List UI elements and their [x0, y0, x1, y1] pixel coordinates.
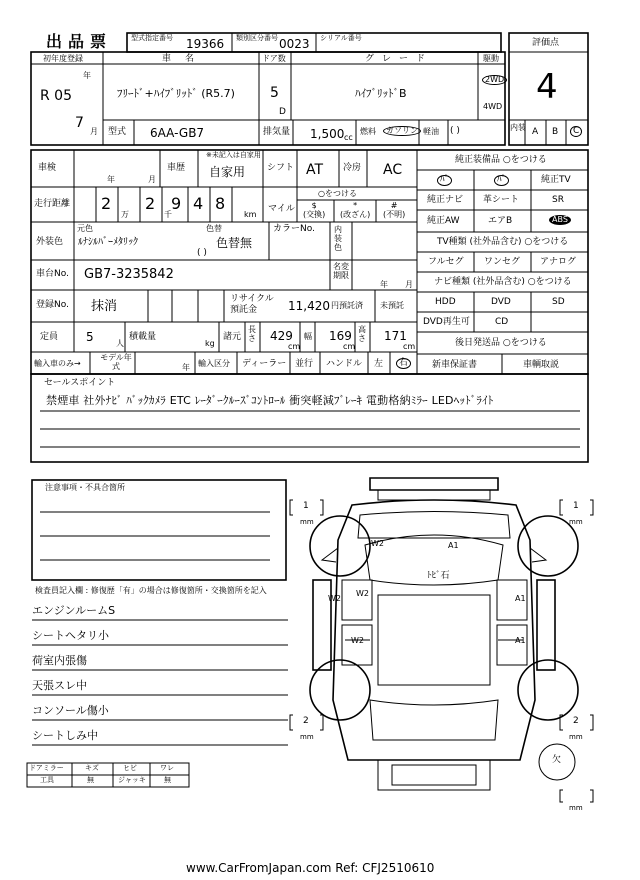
mileage-digit-2: 2 — [145, 194, 156, 213]
shift-value: AT — [306, 162, 324, 178]
usage-label: 車歴 — [167, 163, 186, 173]
tire-mm-fl: mm — [300, 518, 314, 526]
interior-grade-a[interactable]: A — [532, 127, 539, 137]
car-name: ﾌﾘｰﾄﾞ+ﾊｲﾌﾞﾘｯﾄﾞ (R5.7) — [117, 87, 235, 100]
legend-value-4: 無 — [164, 776, 171, 784]
reg-label: 登録No. — [36, 300, 69, 310]
inspector-note-6: シートしみ中 — [32, 729, 98, 742]
first-reg-month: 7 — [75, 115, 84, 131]
length-label: 長さ — [248, 325, 256, 343]
legend-header-2: キズ — [85, 764, 99, 772]
usage-note: ※未記入は自家用 — [206, 151, 261, 159]
chassis-label: 車台No. — [36, 269, 69, 279]
model-code: 19366 — [186, 37, 225, 51]
car-name-label: 車名 — [162, 54, 209, 64]
mileage-digit-3: 9 — [171, 194, 182, 213]
mark-hood: A1 — [448, 541, 459, 550]
interior-label: 内装 — [510, 123, 526, 132]
later-title: 後日発送品 ○をつける — [455, 338, 547, 348]
legend-value-2: 無 — [87, 776, 94, 784]
caution-label: 注意事項・不具合箇所 — [45, 483, 125, 492]
doors-value: 5 — [270, 85, 279, 101]
chassis-value: GB7-3235842 — [84, 267, 174, 282]
rename-month-mark: 月 — [405, 280, 413, 289]
tv-oneseg[interactable]: ワンセグ — [484, 257, 521, 267]
equip-navi[interactable]: 純正ナビ — [427, 195, 464, 205]
score-label: 評価点 — [532, 38, 560, 48]
import-label: 輸入車のみ→ — [34, 359, 81, 368]
sales-label: セールスポイント — [44, 378, 116, 388]
spare-mm: mm — [569, 804, 583, 812]
legend-value-3: ジャッキ — [118, 776, 146, 784]
color-name: ﾙﾅｼﾙﾊﾞｰﾒﾀﾘｯｸ — [78, 237, 138, 248]
inspector-note-4: 天張スレ中 — [32, 679, 87, 692]
inspector-label: 検査員記入欄 : 修復歴「有」の場合は修復箇所・交換箇所を記入 — [35, 586, 267, 595]
color-paren: ( ) — [197, 248, 207, 258]
mark-left-rear-door: W2 — [351, 636, 364, 645]
displacement-unit: cc — [344, 133, 353, 142]
size-label: 諸元 — [223, 332, 242, 342]
handle-right[interactable]: 右 — [396, 358, 411, 369]
drive-2wd-option[interactable]: 2WD — [482, 75, 507, 85]
mileage-label: 走行距離 — [34, 199, 71, 209]
diesel-label: 軽油 — [423, 127, 439, 136]
displacement-label: 排気量 — [263, 127, 291, 137]
model-year-mark: 年 — [182, 363, 190, 372]
load-unit: kg — [205, 339, 215, 348]
capacity-label: 定員 — [40, 332, 59, 342]
man-mark: 万 — [121, 210, 129, 219]
first-reg-era: R 05 — [40, 88, 72, 104]
length-unit: cm — [288, 342, 301, 351]
spare-tire-mark: 欠 — [552, 755, 562, 765]
height-value: 171 — [384, 329, 407, 343]
equip-aw[interactable]: 純正AW — [427, 216, 460, 226]
orig-color-label: 元色 — [77, 224, 93, 233]
mileage-digit-1: 2 — [101, 194, 112, 213]
watermark: www.CarFromJapan.com Ref: CFJ2510610 — [186, 861, 435, 875]
mark-left-front-door: W2 — [356, 589, 369, 598]
tv-analog[interactable]: アナログ — [540, 257, 577, 267]
height-label: 高さ — [358, 325, 366, 343]
tire-label-rr: 2 — [573, 716, 579, 726]
parallel-option[interactable]: 並行 — [295, 359, 314, 369]
later-warranty[interactable]: 新車保証書 — [432, 360, 478, 370]
grade-value: ﾊｲﾌﾞﾘｯﾄﾞB — [355, 87, 407, 100]
color-code-label: カラーNo. — [273, 224, 315, 234]
rename-label: 名変期限 — [333, 262, 349, 280]
mark-front-fender-left: W2 — [371, 539, 384, 548]
recycle-unpaid: 未預託 — [380, 301, 404, 310]
recycle-unit: 円預託済 — [331, 301, 363, 310]
meter-exchange[interactable]: $ (交換) — [303, 201, 326, 219]
score-value: 4 — [536, 67, 558, 107]
inspector-note-2: シートヘタリ小 — [32, 629, 109, 642]
legend-header-1: ドアミラー — [29, 764, 64, 772]
mark-right-rear-door: A1 — [515, 636, 526, 645]
length-value: 429 — [270, 329, 293, 343]
width-label: 幅 — [304, 332, 312, 341]
ac-value: AC — [383, 162, 403, 178]
ac-label: 冷房 — [343, 163, 362, 173]
km-mark: km — [244, 210, 257, 219]
tire-label-fl: 1 — [303, 501, 309, 511]
tire-label-fr: 1 — [573, 501, 579, 511]
grade-label: グレード — [365, 54, 434, 64]
tire-mm-rr: mm — [569, 733, 583, 741]
height-unit: cm — [403, 342, 416, 351]
legend-header-4: ワレ — [160, 764, 174, 772]
capacity-unit: 人 — [116, 339, 124, 348]
equip-option-1[interactable]: ﾊﾟ — [437, 175, 452, 186]
width-value: 169 — [329, 329, 352, 343]
handle-label: ハンドル — [326, 359, 363, 369]
model-year-label: モデル年式 — [100, 353, 132, 371]
shaken-month-mark: 月 — [148, 175, 156, 184]
recycle-value: 11,420 — [288, 299, 330, 313]
shaken-label: 車検 — [38, 163, 57, 173]
sales-points: 禁煙車 社外ﾅﾋﾞ ﾊﾞｯｸｶﾒﾗ ETC ﾚｰﾀﾞｰｸﾙｰｽﾞｺﾝﾄﾛｰﾙ 衝突軽減ﾌﾞﾚｰｷ 電動格納ﾐﾗｰ LEDﾍｯﾄﾞﾗｲﾄ — [46, 394, 494, 407]
mark-left-side: W2 — [328, 594, 341, 603]
navi-cd[interactable]: CD — [495, 317, 509, 327]
drive-label: 駆動 — [483, 54, 499, 63]
equip-leather[interactable]: 革シート — [483, 195, 520, 205]
fuel-gasoline-option[interactable]: ガソリン — [383, 126, 421, 136]
fuel-label: 燃料 — [360, 127, 376, 136]
handle-left[interactable]: 左 — [374, 359, 384, 369]
type-code: 6AA-GB7 — [150, 126, 205, 140]
class-code: 0023 — [279, 37, 310, 51]
equipment-title: 純正装備品 ○をつける — [455, 155, 547, 165]
width-unit: cm — [343, 342, 356, 351]
legend-header-3: ヒビ — [123, 764, 137, 772]
navi-dvd[interactable]: DVD — [491, 297, 511, 307]
serial-label: シリアル番号 — [320, 34, 362, 42]
equip-tv[interactable]: 純正TV — [541, 175, 571, 185]
diesel-paren: ( ) — [450, 126, 460, 136]
color-change-value: 色替無 — [216, 236, 253, 250]
shaken-year-mark: 年 — [107, 175, 115, 184]
shift-label: シフト — [267, 163, 295, 173]
capacity-value: 5 — [86, 330, 94, 344]
type-label: 型式 — [108, 127, 127, 137]
tire-mm-fr: mm — [569, 518, 583, 526]
mileage-digit-5: 8 — [215, 194, 226, 213]
tv-title: TV種類 (社外品含む) ○をつける — [437, 237, 569, 247]
tire-label-rl: 2 — [303, 716, 309, 726]
mark-windshield: ﾄﾋﾞ石 — [427, 571, 450, 581]
meter-note: ○をつける — [318, 189, 357, 198]
inspector-note-1: エンジンルームS — [32, 604, 116, 617]
rename-year-mark: 年 — [380, 280, 388, 289]
mark-right-front-door: A1 — [515, 594, 526, 603]
equip-option-2[interactable]: ﾊﾟ — [494, 175, 509, 186]
mileage-digit-4: 4 — [193, 194, 204, 213]
class-code-label: 類別区分番号 — [236, 34, 278, 42]
doors-suffix: D — [279, 107, 286, 117]
year-mark: 年 — [83, 71, 91, 80]
mile-label: マイル — [268, 204, 295, 214]
color-change-label: 色替 — [206, 224, 222, 233]
month-mark: 月 — [90, 127, 98, 136]
first-reg-label: 初年度登録 — [43, 54, 83, 63]
navi-title: ナビ種類 (社外品含む) ○をつける — [434, 277, 572, 287]
import-class-label: 輸入区分 — [198, 359, 230, 368]
recycle-label: リサイクル預託金 — [230, 294, 274, 315]
equip-airbag[interactable]: エアB — [488, 216, 513, 226]
displacement-value: 1,500 — [310, 127, 345, 141]
form-title: 出品票 — [46, 32, 113, 51]
model-code-label: 型式指定番号 — [131, 34, 173, 42]
navi-dvd-play[interactable]: DVD再生可 — [423, 317, 470, 327]
color-label: 外装色 — [36, 237, 64, 247]
legend-value-1: 工具 — [40, 776, 54, 784]
interior-color-label: 内装色 — [334, 225, 342, 252]
usage-value: 自家用 — [209, 165, 246, 179]
load-label: 積載量 — [129, 332, 157, 342]
equip-sr[interactable]: SR — [552, 195, 564, 205]
inspector-note-3: 荷室内張傷 — [32, 654, 87, 667]
inspector-note-5: コンソール傷小 — [32, 704, 109, 717]
reg-value: 抹消 — [91, 299, 118, 314]
doors-label: ドア数 — [262, 54, 286, 63]
equip-abs[interactable]: ABS — [549, 215, 571, 225]
car-diagram — [290, 478, 593, 802]
interior-grade-b[interactable]: B — [552, 127, 559, 137]
dealer-option[interactable]: ディーラー — [242, 359, 287, 369]
tv-fullseg[interactable]: フルセグ — [428, 257, 464, 267]
navi-hdd[interactable]: HDD — [435, 297, 456, 307]
interior-grade-c[interactable]: C — [570, 126, 582, 137]
tire-mm-rl: mm — [300, 733, 314, 741]
meter-tampered[interactable]: * (改ざん) — [340, 201, 371, 219]
drive-4wd-option[interactable]: 4WD — [483, 102, 503, 111]
meter-unknown[interactable]: # (不明) — [383, 201, 406, 219]
later-manual[interactable]: 車輌取説 — [523, 360, 560, 370]
sen-mark: 千 — [164, 210, 172, 219]
navi-sd[interactable]: SD — [552, 297, 565, 307]
